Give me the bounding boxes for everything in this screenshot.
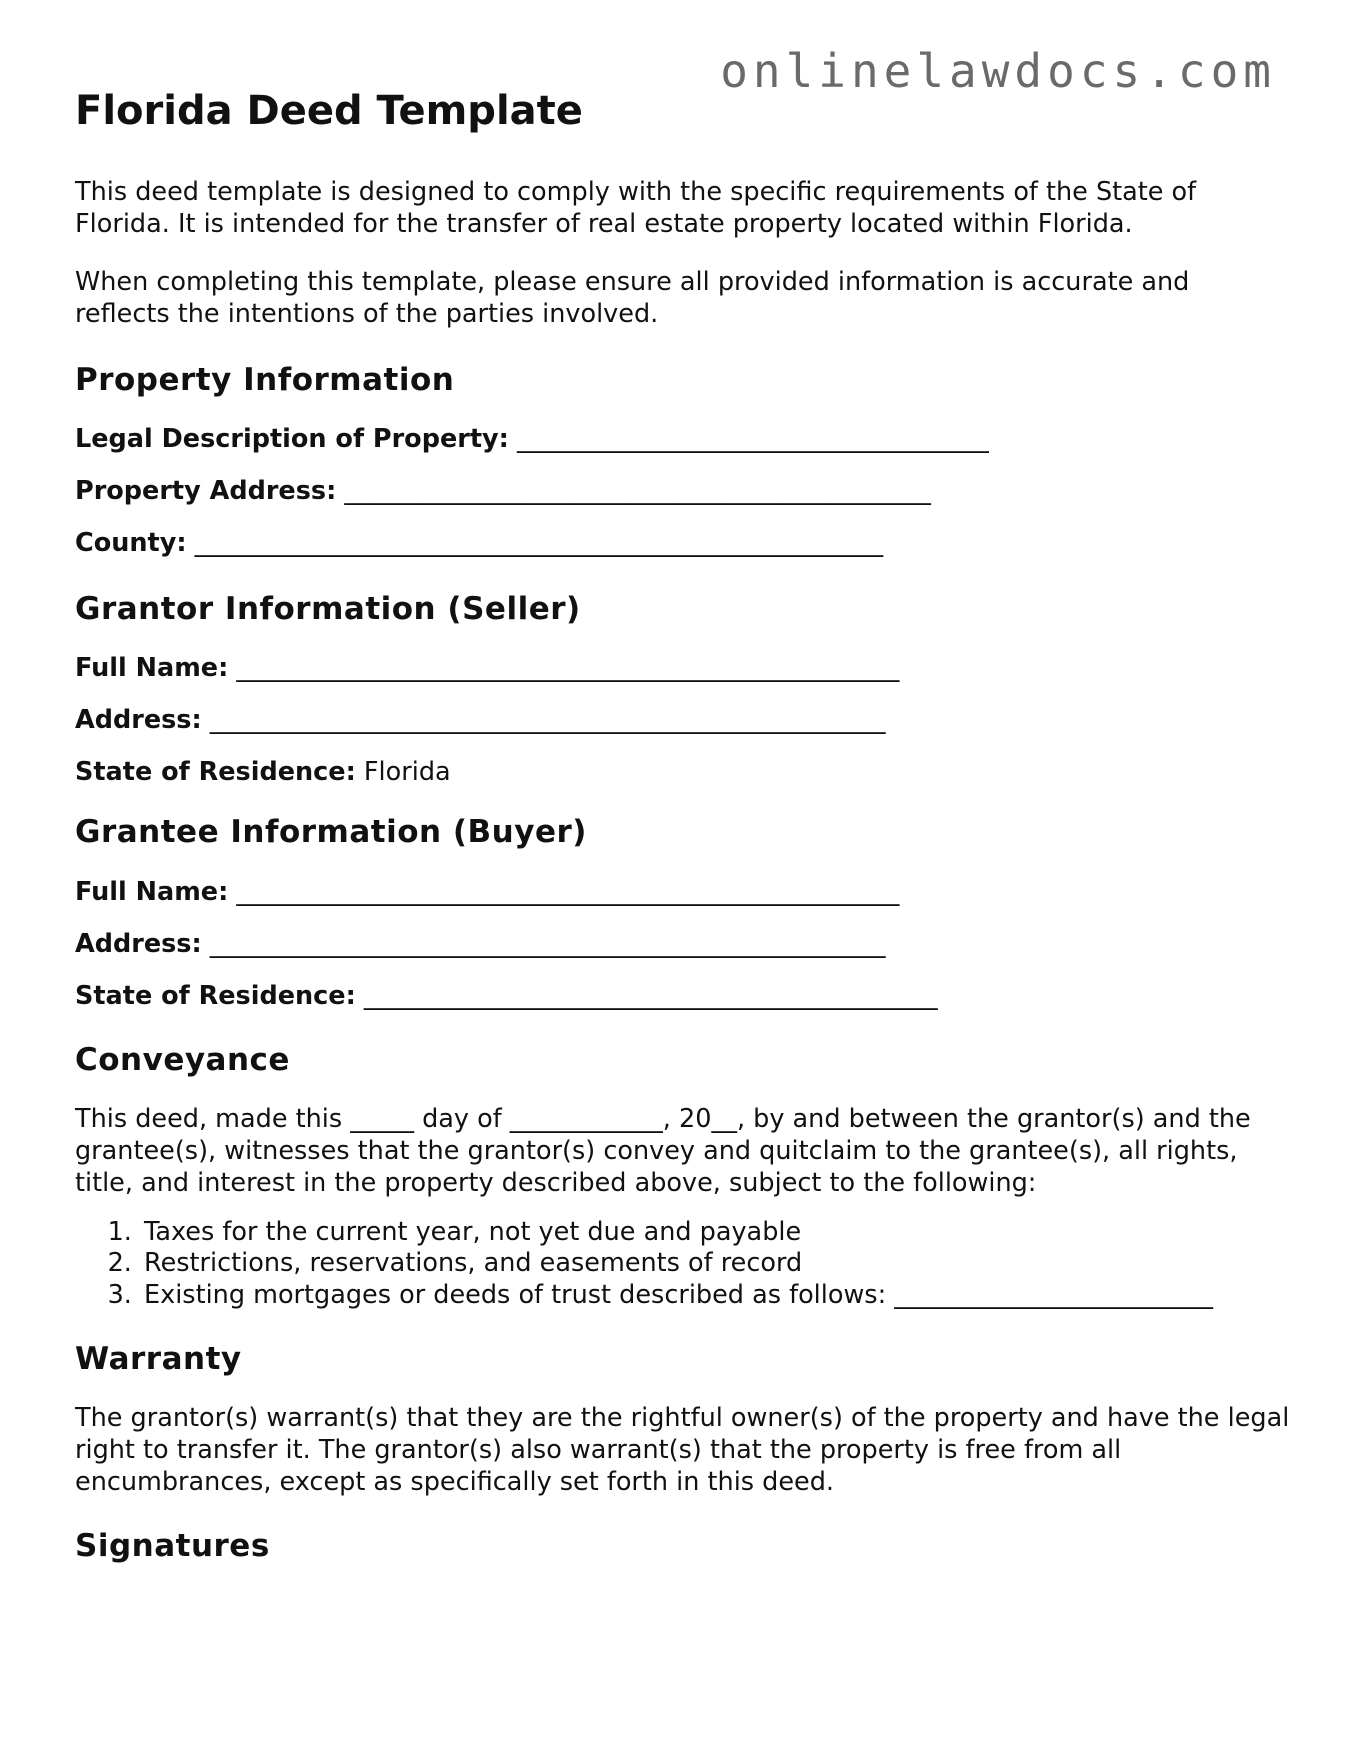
property-heading: Property Information <box>75 362 455 398</box>
grantor-state-label: State of Residence: <box>75 757 356 788</box>
legal-description-field <box>75 423 1290 455</box>
site-watermark: onlinelawdocs.com <box>720 44 1276 98</box>
grantee-full-name-blank[interactable]: ____________________________________________________ <box>236 876 900 907</box>
grantor-address-blank[interactable]: _____________________________________________________ <box>209 705 886 736</box>
county-field <box>75 527 1290 559</box>
conveyance-text: This deed, made this _____ day of ____________, 20__, by and between the grantor(s) and the grantee(s), witnesses that the grantor(s) convey and quitclaim to the grantee(s), all rights, title, and interest in the property described above, subject to the following: <box>75 1103 1251 1198</box>
legal-description-blank[interactable]: _____________________________________ <box>516 424 989 455</box>
property-address-blank[interactable]: ______________________________________________ <box>344 476 931 507</box>
grantee-full-name-field <box>75 876 1290 908</box>
signatures-heading: Signatures <box>75 1528 270 1565</box>
grantee-address-field <box>75 928 1290 960</box>
grantor-state-field <box>75 756 1290 788</box>
grantee-state-field <box>75 980 1290 1012</box>
grantee-address-blank[interactable]: _____________________________________________________ <box>209 928 886 959</box>
deed-document <box>75 88 1290 1566</box>
list-item: 2. Restrictions, reservations, and easements of record <box>140 1248 1290 1280</box>
grantee-heading: Grantee Information (Buyer) <box>75 814 587 851</box>
grantee-full-name-label: Full Name: <box>75 876 229 907</box>
property-address-field <box>75 475 1290 507</box>
conveyance-conditions-list <box>75 1217 1290 1312</box>
intro-paragraph-2: When completing this template, please ensure all provided information is accurate and reflects the intentions of the parties involved. <box>75 267 1190 329</box>
list-item: 3. Existing mortgages or deeds of trust described as follows: _________________________ <box>140 1280 1290 1312</box>
grantee-address-label: Address: <box>75 928 202 959</box>
warranty-text: The grantor(s) warrant(s) that they are the rightful owner(s) of the property and have the legal right to transfer it. The grantor(s) also warrant(s) that the property is free from all encumbrances, except as specifically set forth in this deed. <box>75 1403 1290 1498</box>
grantor-address-label: Address: <box>75 705 202 736</box>
grantee-state-label: State of Residence: <box>75 980 356 1011</box>
county-blank[interactable]: ______________________________________________________ <box>194 528 884 559</box>
property-address-label: Property Address: <box>75 476 337 507</box>
grantor-full-name-field <box>75 652 1290 684</box>
grantor-full-name-label: Full Name: <box>75 653 229 684</box>
legal-description-label: Legal Description of Property: <box>75 424 509 455</box>
warranty-heading: Warranty <box>75 1341 242 1378</box>
intro-paragraph-1: This deed template is designed to comply with the specific requirements of the State of Florida. It is intended for the transfer of real estate property located within Florida. <box>75 177 1197 239</box>
grantor-state-value: Florida <box>363 757 451 788</box>
grantor-heading: Grantor Information (Seller) <box>75 591 581 628</box>
conveyance-heading: Conveyance <box>75 1041 290 1078</box>
page-title: Florida Deed Template <box>75 88 583 134</box>
grantor-full-name-blank[interactable]: ____________________________________________________ <box>236 653 900 684</box>
county-label: County: <box>75 528 187 559</box>
grantee-state-blank[interactable]: _____________________________________________ <box>363 980 938 1011</box>
grantor-address-field <box>75 704 1290 736</box>
list-item: 1. Taxes for the current year, not yet due and payable <box>140 1217 1290 1249</box>
